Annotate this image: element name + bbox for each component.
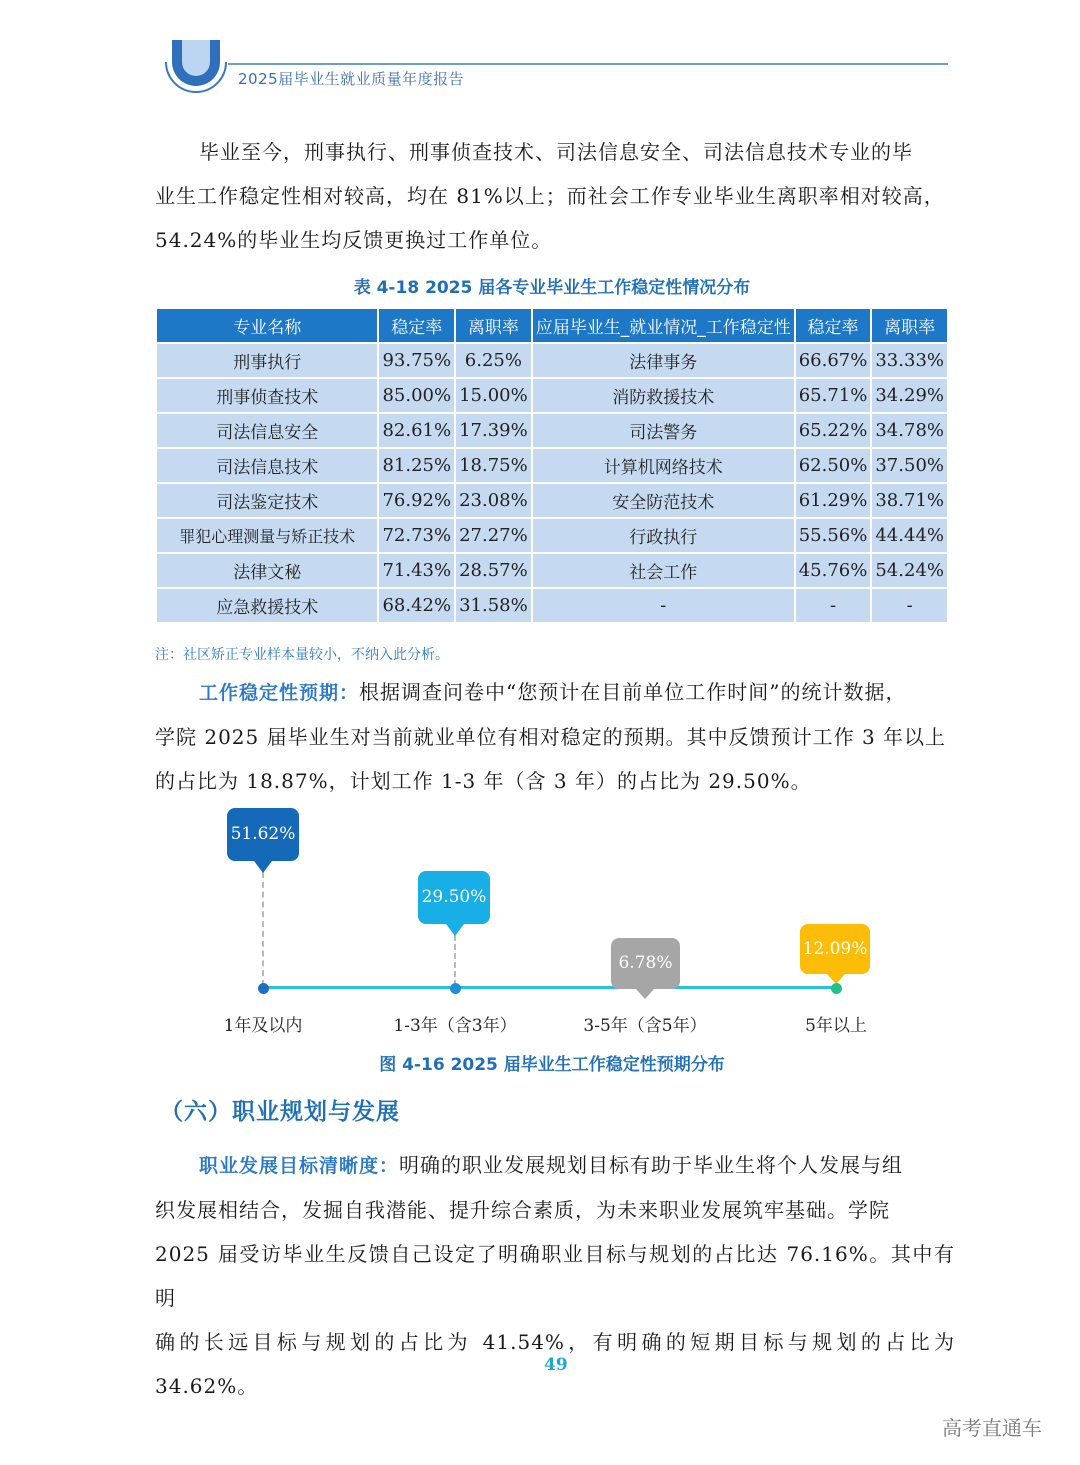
- turnover-rate: 18.75%: [456, 449, 531, 482]
- major-name: 刑事执行: [157, 344, 377, 377]
- table-row: [157, 414, 947, 447]
- bubble-pointer: [636, 989, 654, 999]
- paragraph-line: 毕业至今，刑事执行、刑事侦查技术、司法信息安全、司法信息技术专业的毕: [199, 140, 913, 164]
- turnover-rate: -: [872, 589, 947, 622]
- turnover-rate: 34.29%: [872, 379, 947, 412]
- leader-line: [262, 872, 264, 986]
- section-title: （六）职业规划与发展: [160, 1099, 400, 1125]
- table-row: [157, 589, 947, 622]
- major-name: 司法鉴定技术: [157, 484, 377, 517]
- major-name: 计算机网络技术: [533, 449, 794, 482]
- timeline-dot: [831, 983, 842, 994]
- stability-rate: 61.29%: [796, 484, 871, 517]
- stability-rate: 65.71%: [796, 379, 871, 412]
- table-caption: 表 4-18 2025 届各专业毕业生工作稳定性情况分布: [353, 278, 751, 298]
- value-bubble: 12.09%: [800, 924, 870, 974]
- stability-rate: 55.56%: [796, 519, 871, 552]
- column-header: 专业名称: [157, 309, 377, 342]
- timeline-dot: [450, 983, 461, 994]
- turnover-rate: 54.24%: [872, 554, 947, 587]
- paragraph-line: 织发展相结合，发掘自我潜能、提升综合素质，为未来职业发展筑牢基础。学院: [155, 1198, 890, 1222]
- stability-rate: 85.00%: [379, 379, 454, 412]
- paragraph-line: 学院 2025 届毕业生对当前就业单位有相对稳定的预期。其中反馈预计工作 3 年以上: [155, 725, 947, 749]
- report-title: 2025届毕业生就业质量年度报告: [238, 70, 465, 88]
- column-header: 应届毕业生_就业情况_工作稳定性: [533, 309, 794, 342]
- career-label: 职业发展目标清晰度：: [199, 1155, 400, 1177]
- stability-rate: 81.25%: [379, 449, 454, 482]
- stability-label: 工作稳定性预期：: [199, 682, 360, 704]
- paragraph-text: 根据调查问卷中“您预计在目前单位工作时间”的统计数据，: [359, 680, 907, 704]
- turnover-rate: 31.58%: [456, 589, 531, 622]
- stability-rate: 68.42%: [379, 589, 454, 622]
- column-header: 离职率: [456, 309, 531, 342]
- value-bubble: 6.78%: [611, 938, 680, 989]
- value-bubble: 51.62%: [227, 808, 299, 861]
- major-name: 刑事侦查技术: [157, 379, 377, 412]
- turnover-rate: 34.78%: [872, 414, 947, 447]
- major-name: 行政执行: [533, 519, 794, 552]
- header-divider: [228, 63, 948, 65]
- turnover-rate: 33.33%: [872, 344, 947, 377]
- major-name: 应急救援技术: [157, 589, 377, 622]
- stability-table: [155, 307, 949, 624]
- leader-line: [454, 935, 456, 986]
- category-label: 1年及以内: [223, 1016, 303, 1036]
- paragraph-line: 的占比为 18.87%，计划工作 1-3 年（含 3 年）的占比为 29.50%。: [155, 769, 812, 793]
- major-name: 安全防范技术: [533, 484, 794, 517]
- timeline-axis: [263, 986, 836, 989]
- turnover-rate: 23.08%: [456, 484, 531, 517]
- stability-rate: 62.50%: [796, 449, 871, 482]
- stability-rate: 66.67%: [796, 344, 871, 377]
- stability-rate: 71.43%: [379, 554, 454, 587]
- major-name: 消防救援技术: [533, 379, 794, 412]
- turnover-rate: 28.57%: [456, 554, 531, 587]
- turnover-rate: 38.71%: [872, 484, 947, 517]
- paragraph-line: 业生工作稳定性相对较高，均在 81%以上；而社会工作专业毕业生离职率相对较高，: [155, 184, 945, 208]
- table-row: [157, 519, 947, 552]
- chart-caption: 图 4-16 2025 届毕业生工作稳定性预期分布: [379, 1055, 725, 1075]
- value-bubble: 29.50%: [418, 871, 490, 924]
- major-name: 罪犯心理测量与矫正技术: [157, 519, 377, 552]
- turnover-rate: 17.39%: [456, 414, 531, 447]
- paragraph-line: 确的长远目标与规划的占比为 41.54%，有明确的短期目标与规划的占比为 34.62%。: [155, 1330, 955, 1398]
- turnover-rate: 15.00%: [456, 379, 531, 412]
- table-row: [157, 379, 947, 412]
- bubble-pointer: [446, 924, 464, 936]
- category-label: 5年以上: [805, 1016, 867, 1036]
- table-header-row: [157, 309, 947, 342]
- page-number: 49: [544, 1355, 568, 1375]
- table-row: [157, 484, 947, 517]
- table-row: [157, 344, 947, 377]
- turnover-rate: 37.50%: [872, 449, 947, 482]
- watermark: 高考直通车: [942, 1416, 1042, 1440]
- report-logo-icon: [160, 40, 232, 100]
- stability-rate: 82.61%: [379, 414, 454, 447]
- table-row: [157, 554, 947, 587]
- column-header: 离职率: [872, 309, 947, 342]
- major-name: 司法警务: [533, 414, 794, 447]
- paragraph-line: [155, 1143, 955, 1188]
- table-row: [157, 449, 947, 482]
- major-name: 司法信息技术: [157, 449, 377, 482]
- bubble-pointer: [254, 861, 272, 873]
- turnover-rate: 6.25%: [456, 344, 531, 377]
- category-label: 3-5年（含5年）: [583, 1016, 707, 1036]
- major-name: 社会工作: [533, 554, 794, 587]
- intro-paragraph: [155, 130, 955, 262]
- paragraph-text: 明确的职业发展规划目标有助于毕业生将个人发展与组: [399, 1153, 904, 1177]
- paragraph-line: 2025 届受访毕业生反馈自己设定了明确职业目标与规划的占比达 76.16%。其中有明: [155, 1242, 955, 1310]
- stability-rate: -: [796, 589, 871, 622]
- paragraph-line: [155, 670, 955, 715]
- stability-rate: 76.92%: [379, 484, 454, 517]
- column-header: 稳定率: [796, 309, 871, 342]
- table-note: 注：社区矫正专业样本量较小，不纳入此分析。: [155, 647, 449, 663]
- stability-rate: 72.73%: [379, 519, 454, 552]
- stability-rate: 93.75%: [379, 344, 454, 377]
- major-name: -: [533, 589, 794, 622]
- column-header: 稳定率: [379, 309, 454, 342]
- major-name: 法律文秘: [157, 554, 377, 587]
- turnover-rate: 27.27%: [456, 519, 531, 552]
- stability-rate: 65.22%: [796, 414, 871, 447]
- turnover-rate: 44.44%: [872, 519, 947, 552]
- category-label: 1-3年（含3年）: [393, 1016, 517, 1036]
- paragraph-line: 54.24%的毕业生均反馈更换过工作单位。: [155, 228, 553, 252]
- stability-rate: 45.76%: [796, 554, 871, 587]
- timeline-dot: [258, 983, 269, 994]
- major-name: 法律事务: [533, 344, 794, 377]
- major-name: 司法信息安全: [157, 414, 377, 447]
- stability-paragraph: [155, 670, 955, 803]
